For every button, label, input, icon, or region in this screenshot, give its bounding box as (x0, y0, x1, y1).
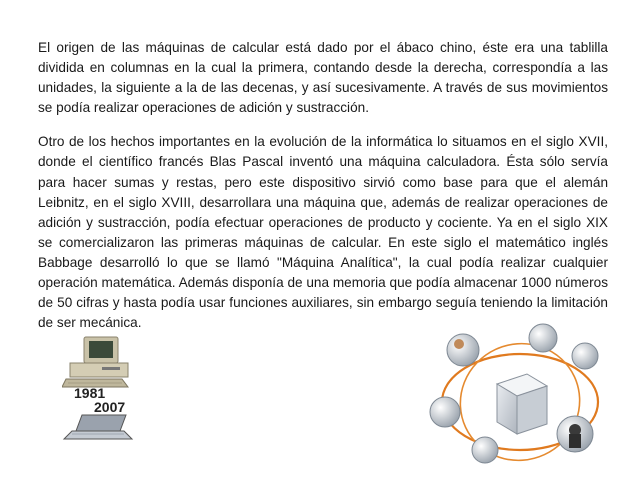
year-2007-label: 2007 (94, 399, 126, 415)
network-diagram-image (425, 322, 615, 472)
paragraph-history: Otro de los hechos importantes en la evolución de la informática lo situamos en el siglo XVII, donde el científico francés Blas Pascal inventó una máquina calculadora. Ésta sólo servía para hacer sumas y restas, pero este dispositivo sirvió como base para que el alemán Leibnitz, en el siglo XVIII, desarrollara una máquina que, además de realizar operaciones de adición y sustracción, podía efectuar operaciones de producto y cociente. Ya en el siglo XIX se comercializaron las primeras máquinas de calcular. En este siglo el matemático inglés Babbage desarrolló lo que se llamó "Máquina Analítica", la cual podía realizar cualquier operación matemática. Además disponía de una memoria que podía almacenar 1000 números de 50 cifras y hasta podía usar funciones auxiliares, sin embargo seguía teniendo la limitación de ser mecánica. (38, 134, 608, 331)
paragraph-abacus: El origen de las máquinas de calcular está dado por el ábaco chino, éste era una tablilla dividida en columnas en la cual la primera, contando desde la derecha, correspondía a las unidades, la siguiente a la de las decenas, y así sucesivamente. A través de sus movimientos se podía realizar operaciones de adición y sustracción. (38, 40, 608, 116)
body-text (38, 38, 608, 347)
year-1981-label: 1981 (74, 385, 106, 401)
network-illustration (425, 322, 615, 472)
computers-evolution-image (62, 333, 142, 443)
